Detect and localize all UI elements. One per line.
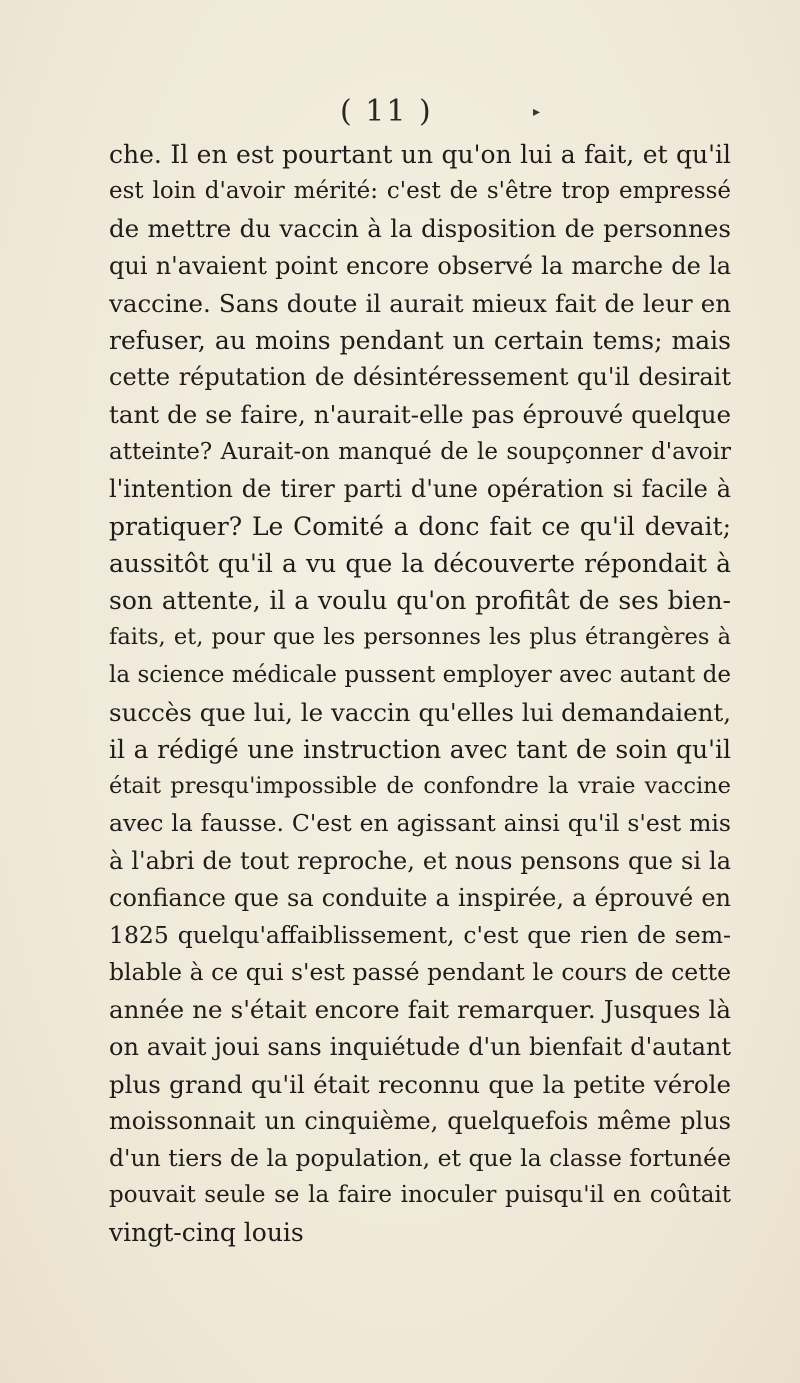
corner-mark-icon: ▸ bbox=[533, 104, 541, 120]
text-line: cette réputation de désintéressement qu'il desirait bbox=[109, 363, 731, 392]
text-line: tant de se faire, n'aurait-elle pas éprouvé quelque bbox=[109, 400, 731, 430]
text-line: pouvait seule se la faire inoculer puisqu'il en coûtait bbox=[109, 1182, 731, 1209]
text-line: il a rédigé une instruction avec tant de soin qu'il bbox=[109, 735, 731, 764]
text-line: l'intention de tirer parti d'une opération si facile à bbox=[109, 474, 731, 503]
text-line: est loin d'avoir mérité: c'est de s'être trop empressé bbox=[109, 178, 731, 205]
text-line: che. Il en est pourtant un qu'on lui a fait, et qu'il bbox=[109, 140, 731, 169]
page-number: ( 11 ) bbox=[340, 94, 433, 129]
page-header bbox=[0, 94, 800, 134]
text-line: blable à ce qui s'est passé pendant le cours de cette bbox=[109, 958, 731, 987]
text-line: atteinte? Aurait-on manqué de le soupçonner d'avoir bbox=[109, 438, 731, 465]
text-line: de mettre du vaccin à la disposition de personnes bbox=[109, 214, 731, 244]
text-line: refuser, au moins pendant un certain tems; mais bbox=[109, 325, 731, 355]
text-line: à l'abri de tout reproche, et nous pensons que si la bbox=[109, 846, 731, 875]
text-line: aussitôt qu'il a vu que la découverte répondait à bbox=[109, 549, 731, 579]
text-line: 1825 quelqu'affaiblissement, c'est que rien de sem- bbox=[109, 920, 731, 949]
text-line: succès que lui, le vaccin qu'elles lui demandaient, bbox=[109, 697, 731, 727]
text-line: plus grand qu'il était reconnu que la petite vérole bbox=[109, 1069, 731, 1099]
text-line: d'un tiers de la population, et que la classe fortunée bbox=[109, 1144, 731, 1173]
body-text bbox=[109, 136, 731, 1252]
text-line: année ne s'était encore fait remarquer. Jusques là bbox=[109, 995, 731, 1025]
text-line: vaccine. Sans doute il aurait mieux fait de leur en bbox=[109, 288, 731, 318]
text-line: pratiquer? Le Comité a donc fait ce qu'il devait; bbox=[109, 511, 731, 541]
text-line: faits, et, pour que les personnes les plus étrangères à bbox=[109, 624, 731, 651]
text-line: vingt-cinq louis bbox=[109, 1218, 304, 1248]
text-line: on avait joui sans inquiétude d'un bienfait d'autant bbox=[109, 1032, 731, 1061]
text-line: son attente, il a voulu qu'on profitât de ses bien- bbox=[109, 586, 731, 616]
text-line: la science médicale pussent employer avec autant de bbox=[109, 661, 731, 688]
text-line: confiance que sa conduite a inspirée, a éprouvé en bbox=[109, 883, 731, 912]
text-line: qui n'avaient point encore observé la marche de la bbox=[109, 251, 731, 280]
text-line: moissonnait un cinquième, quelquefois même plus bbox=[109, 1106, 731, 1135]
text-line: était presqu'impossible de confondre la vraie vaccine bbox=[109, 773, 731, 800]
text-line: avec la fausse. C'est en agissant ainsi qu'il s'est mis bbox=[109, 809, 731, 838]
